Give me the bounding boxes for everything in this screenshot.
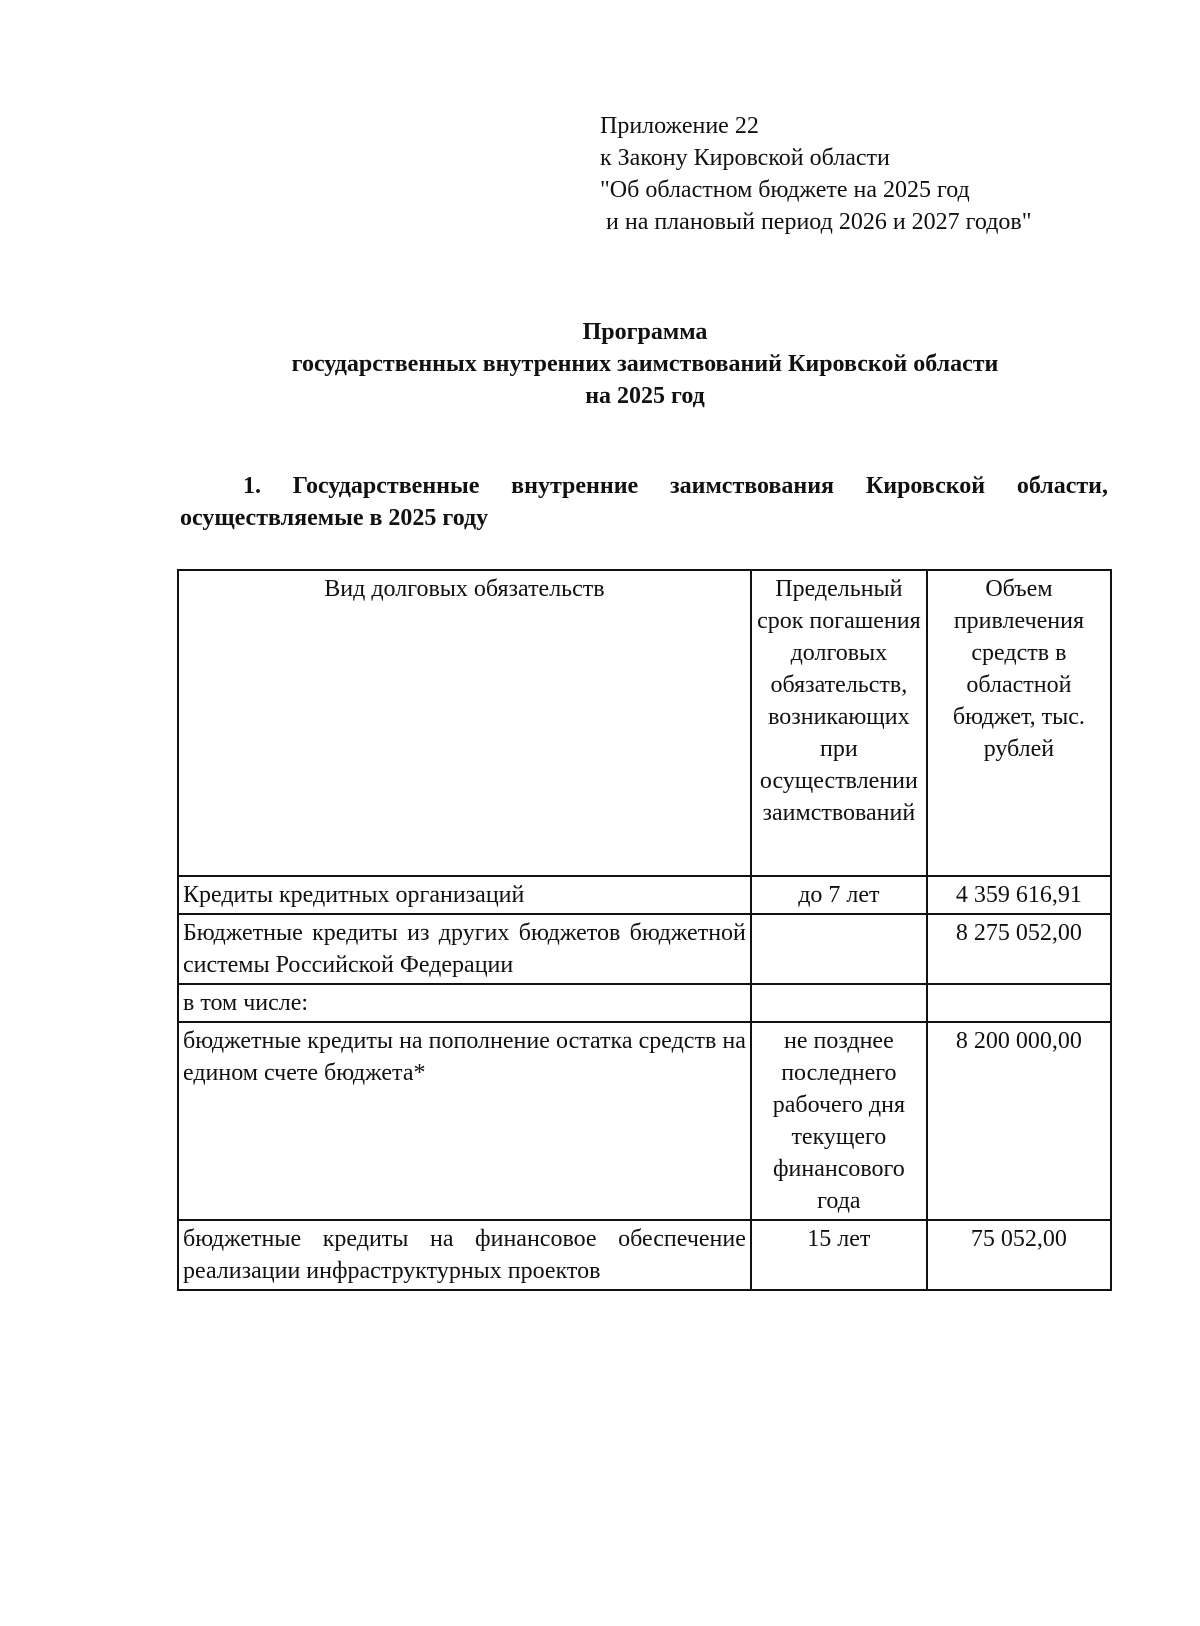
annex-line: и на плановый период 2026 и 2027 годов" bbox=[600, 209, 1032, 235]
title-line: Программа bbox=[582, 319, 708, 345]
table-row bbox=[178, 1220, 1111, 1290]
section-heading: 1. Государственные внутренние заимствования Кировской области, осуществляемые в 2025 году bbox=[180, 473, 1108, 531]
title-line: государственных внутренних заимствований Кировской области bbox=[291, 351, 999, 377]
table-header-row bbox=[178, 570, 1111, 876]
program-title bbox=[0, 316, 1200, 412]
cell-repayment-term: до 7 лет bbox=[751, 876, 927, 914]
cell-amount: 8 200 000,00 bbox=[927, 1022, 1111, 1220]
cell-debt-type: Бюджетные кредиты из других бюджетов бюджетной системы Российской Федерации bbox=[178, 914, 751, 984]
header-amount: Объем привлечения средств в областной бюджет, тыс. рублей bbox=[927, 570, 1111, 876]
table-row bbox=[178, 914, 1111, 984]
cell-amount: 75 052,00 bbox=[927, 1220, 1111, 1290]
annex-line: "Об областном бюджете на 2025 год bbox=[600, 177, 970, 203]
table-row bbox=[178, 1022, 1111, 1220]
cell-amount: 4 359 616,91 bbox=[927, 876, 1111, 914]
table-row bbox=[178, 876, 1111, 914]
annex-reference bbox=[600, 110, 1032, 238]
cell-amount bbox=[927, 984, 1111, 1022]
cell-debt-type: Кредиты кредитных организаций bbox=[178, 876, 751, 914]
cell-repayment-term bbox=[751, 914, 927, 984]
cell-repayment-term bbox=[751, 984, 927, 1022]
cell-debt-type: в том числе: bbox=[178, 984, 751, 1022]
cell-debt-type: бюджетные кредиты на финансовое обеспечение реализации инфраструктурных проектов bbox=[178, 1220, 751, 1290]
borrowings-table bbox=[177, 569, 1112, 1291]
annex-line: к Закону Кировской области bbox=[600, 145, 890, 171]
cell-debt-type: бюджетные кредиты на пополнение остатка средств на едином счете бюджета* bbox=[178, 1022, 751, 1220]
table-row bbox=[178, 984, 1111, 1022]
annex-line: Приложение 22 bbox=[600, 113, 759, 139]
header-debt-type: Вид долговых обязательств bbox=[178, 570, 751, 876]
cell-repayment-term: не позднее последнего рабочего дня текущего финансового года bbox=[751, 1022, 927, 1220]
header-repayment-term: Предельный срок погашения долговых обязательств, возникающих при осуществлении заимствований bbox=[751, 570, 927, 876]
cell-repayment-term: 15 лет bbox=[751, 1220, 927, 1290]
cell-amount: 8 275 052,00 bbox=[927, 914, 1111, 984]
title-line: на 2025 год bbox=[585, 383, 705, 409]
